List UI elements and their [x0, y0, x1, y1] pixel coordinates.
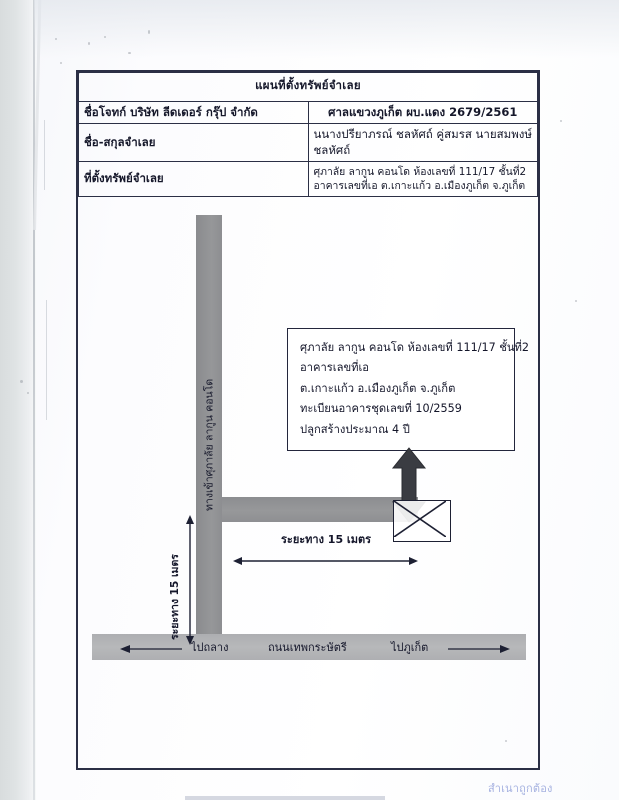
bottom-label-to-thalang: ไปถลาง — [191, 641, 229, 654]
scan-speck — [55, 38, 57, 40]
distance-arrow-horizontal — [233, 552, 418, 564]
scan-hairline — [44, 120, 45, 190]
scan-bottom-strip — [185, 796, 385, 800]
court-case-number: ศาลแขวงภูเก็ต ผบ.แดง 2679/2561 — [308, 101, 538, 124]
distance-label-vertical: ระยะทาง 15 เมตร — [169, 554, 181, 640]
callout-line-5: ปลูกสร้างประมาณ 4 ปี — [300, 422, 410, 436]
callout-line-2: อาคารเลขที่เอ — [300, 361, 370, 375]
scan-speck — [88, 42, 90, 45]
distance-arrow-vertical — [184, 515, 196, 645]
scan-speck — [148, 30, 150, 34]
direction-arrow-left — [120, 640, 182, 652]
scan-speck — [20, 380, 23, 383]
scan-speck — [128, 52, 131, 54]
scan-speck — [60, 62, 62, 64]
callout-line-3: ต.เกาะแก้ว อ.เมืองภูเก็ต จ.ภูเก็ต — [300, 381, 456, 395]
defendant-name-value: นนางปรียาภรณ์ ชลหัศถ์ คู่สมรส นายสมพงษ์ ชลหัศถ์ — [308, 124, 538, 162]
scan-left-edge-band — [0, 0, 36, 800]
scan-hairline — [46, 300, 47, 420]
page-title: แผนที่ตั้งทรัพย์จำเลย — [79, 73, 538, 102]
bottom-label-road-name: ถนนเทพกระษัตรี — [268, 641, 347, 654]
map-drawing-area — [78, 190, 538, 768]
scan-top-shadow — [34, 0, 619, 58]
defendant-name-label: ชื่อ-สกุลจำเลย — [79, 124, 309, 162]
plaintiff-name: ชื่อโจทก์ บริษัท ลีดเดอร์ กรุ๊ป จำกัด — [79, 101, 309, 124]
certified-copy-stamp: สำเนาถูกต้อง — [488, 782, 553, 795]
callout-line-1: ศุภาลัย ลากูน คอนโด ห้องเลขที่ 111/17 ชั้นที่2 — [300, 341, 529, 354]
scan-speck — [104, 36, 106, 38]
vertical-road-label: ทางเข้าศุภาลัย ลากูน คอนโด — [203, 378, 216, 512]
callout-line-4: ทะเบียนอาคารชุดเลขที่ 10/2559 — [300, 402, 462, 416]
distance-label-horizontal: ระยะทาง 15 เมตร — [281, 533, 371, 546]
bottom-label-to-phuket: ไปภูเก็ต — [391, 641, 429, 654]
property-detail-callout — [287, 328, 529, 451]
property-location-label: ที่ตั้งทรัพย์จำเลย — [79, 162, 309, 197]
header-info-table — [78, 72, 538, 197]
table-row-title — [79, 73, 538, 102]
table-row-defendant — [79, 124, 538, 162]
direction-arrow-right — [448, 640, 510, 652]
table-row-plaintiff — [79, 101, 538, 124]
scan-speck — [560, 120, 562, 122]
scan-speck — [27, 392, 29, 394]
scan-speck — [575, 300, 577, 302]
property-location-value: ศุภาลัย ลากูน คอนโด ห้องเลขที่ 111/17 ชั้นที่2 อาคารเลขที่เอ ต.เกาะแก้ว อ.เมืองภูเก็ต จ.ภูเก็ต — [308, 162, 538, 197]
